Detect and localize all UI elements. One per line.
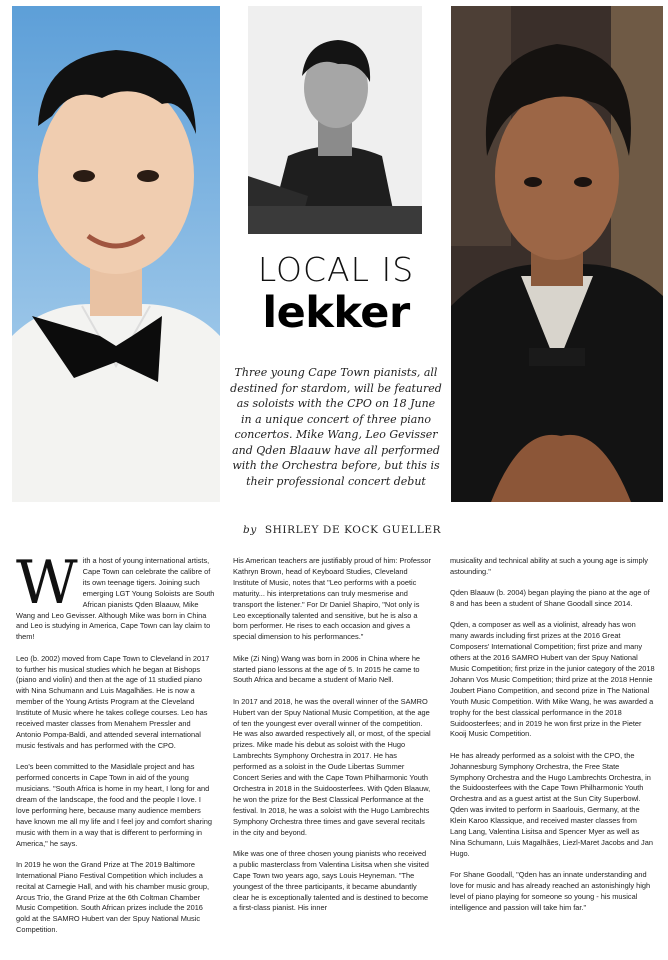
paragraph: In 2019 he won the Grand Prize at The 2019 Baltimore International Piano Festival Competition which includes a recital at Carnegie Hall, and with his chamber music group, Arcus Trio, the Grand Prize at the 6th Coltman Chamber Music Competition. South African prizes include the 2016 gold at the SAMRO Hubert van der Spuy National Music Competition.	[16, 859, 210, 935]
article-column-1	[16, 548, 215, 947]
paragraph: Qden Blaauw (b. 2004) began playing the piano at the age of 8 and has been a student of Shane Goodall since 2014.	[450, 588, 650, 609]
paragraph: He has already performed as a soloist with the CPO, the Johannesburg Symphony Orchestra, the Free State Symphony Orchestra and the Hugo Lambrechts Orchestra, in the Suidoosterfees with the Cape Town Philharmonic Youth Orchestra and as a guest artist at the Sun City Superbowl. Qden was invited to perform in Saarlouis, Germany, at the Klein Karoo Klassique, and received master classes from Lang Lang, Valentina Lisitsa and Spencer Myer as well as Nina Schumann, Luis Magalhães, Liezl-Maret Jacobs and Jan Hugo.	[450, 750, 653, 858]
photo-pianist-right	[451, 6, 663, 502]
byline	[243, 524, 473, 536]
article-column-3	[450, 556, 655, 924]
paragraph: musicality and technical ability at such a young age is simply astounding."	[450, 556, 649, 576]
headline-line-1: LOCAL IS	[257, 250, 415, 289]
paragraph: His American teachers are justifiably proud of him: Professor Kathryn Brown, head of Keyboard Studies, Cleveland Institute of Music, notes that "Leo performs with a poetic maturity... his interpretations can truly mesmerise and transport the listener." For Dr Daniel Shapiro, "Not only is Leo exceptionally talented and sensitive, but he is also a born performer. He rises to each occasion and gives a special dimension to his performances."	[233, 556, 431, 642]
paragraph: Mike was one of three chosen young pianists who received a public masterclass from Valentina Lisitsa when she visited Cape Town two years ago, says Louis Heyneman. "The youngest of the three participants, it became abundantly clear he is exceptionally talented and is destined to become a first-class pianist. His inner	[233, 848, 429, 913]
photo-pianist-middle	[248, 6, 422, 234]
drop-cap: W	[16, 548, 78, 618]
paragraph: Qden, a composer as well as a violinist, already has won many awards including first prizes at the 2016 Great Composers' International Competition; first prize and many others at the 2016 SAMRO Hubert van der Spuy National Music Competition; first prize in the junior category of the 2018 Johann Vos Music Competition; third prize at the 2018 Hennie Joubert Piano Competition, and second prize in The National Youth Music Competition. With Mike Wang, he was awarded a trophy for the best classical performance in the 2018 Suidoosterfees; and in 2019 he won first prize in the Pieter Kooij Music Competition.	[450, 620, 655, 739]
paragraph: With a host of young international artists, Cape Town can celebrate the calibre of its own teenage tigers. Joining such emerging LGT Young Soloists are South African pianists Qden Blaauw, Mike Wang and Leo Gevisser. Although Mike was born in China and Leo is studying in America, Cape Town can lay claim to them!	[16, 548, 215, 642]
byline-author: SHIRLEY DE KOCK GUELLER	[264, 524, 442, 536]
headline-line-2: lekker	[262, 288, 410, 338]
article-column-2	[233, 556, 432, 925]
photo-pianist-left	[12, 6, 220, 502]
standfirst: Three young Cape Town pianists, all destined for stardom, will be featured as soloists with the CPO on 18 June in a unique concert of three piano concertos. Mike Wang, Leo Gevisser and Qden Blaauw have all performed with the Orchestra before, but this is their professional concert debut	[230, 366, 442, 488]
paragraph: Leo's been committed to the Masidlale project and has performed concerts in Cape Town in aid of the young musicians. "South Africa is home in my heart, I long for and dream of the landscape, the food and the people I love. I love performing here, because many audience members have known me all my life and I feel joy and comfort sharing music with them in a way that is different to performing in America," he says.	[16, 762, 212, 848]
headline	[222, 252, 450, 338]
paragraph: Mike (Zi Ning) Wang was born in 2006 in China where he started piano lessons at the age of 5. In 2015 he came to South Africa and became a student of Mario Nell.	[233, 653, 421, 685]
paragraph: For Shane Goodall, "Qden has an innate understanding and love for music and has already reached an astonishingly high level of piano playing for someone so young - his musical intelligence and passion will take him far."	[450, 870, 651, 912]
paragraph: In 2017 and 2018, he was the overall winner of the SAMRO Hubert van der Spuy National Music Competition, at the age of ten the youngest ever overall winner of the competition. He was also awarded respectively all, or most, of the special prizes. Mike made his debut as soloist with the Hugo Lambrechts Symphony Orchestra in 2017. He has performed as a soloist in the Oude Libertas Summer Concert Series and with the Cape Town Philharmonic Youth Orchestra in 2018 in the Suidoosterfees. With Qden Blaauw, he won the prize for the Best Classical Performance at the festival. In 2018, he was a soloist with the Hugo Lambrechts Symphony Orchestra three times and gave several recitals in the city and beyond.	[233, 696, 431, 837]
byline-prefix: by	[243, 524, 257, 536]
paragraph: Leo (b. 2002) moved from Cape Town to Cleveland in 2017 to further his musical studies which he began at Bishops (piano and violin) and then at the age of 11 studied piano with Nina Schumann and Luis Magalhães. He is now a member of the Young Artists Program at the Cleveland Institute of Music where he takes college courses. Leo has received master classes from Menahem Pressler and Antonio Pompa-Baldi, and attended several international music festivals and has performed with the CPO.	[16, 653, 210, 750]
